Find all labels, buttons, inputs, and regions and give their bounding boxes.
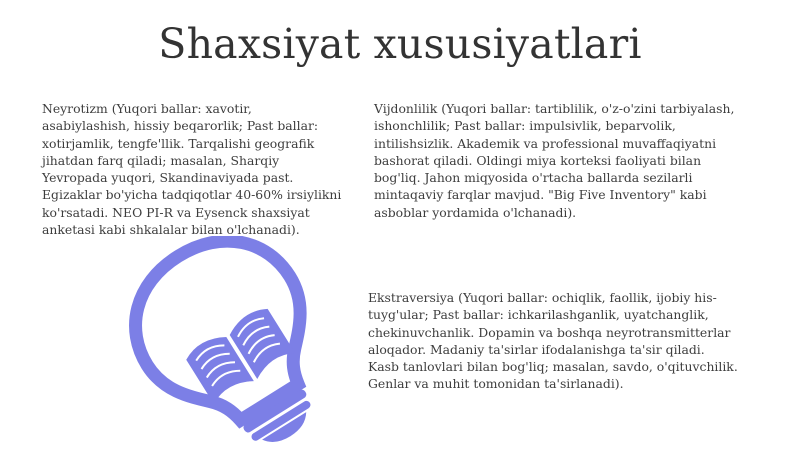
lightbulb-with-book-icon — [128, 236, 328, 446]
extraversion-text: Ekstraversiya (Yuqori ballar: ochiqlik, faollik, ijobiy his-tuyg'ular; Past ballar: ichkarilashganlik, uyatchanglik, chekinuvchanlik. Dopamin va boshqa neyrotransmitterlar aloqador. Madaniy ta'sirlar ifodalanishga ta'sir qiladi. Kasb tanlovlari bilan bog'liq; masalan, savdo, o'qituvchilik. Genlar va muhit tomonidan ta'sirlanadi). — [368, 290, 738, 392]
neurotism-text: Neyrotizm (Yuqori ballar: xavotir, asabiylashish, hissiy beqarorlik; Past ballar: xotirjamlik, tengfe'llik. Tarqalishi geografik jihatdan farq qiladi; masalan, Sharqiy Yevropada yuqori, Skandinaviyada past. Egizaklar bo'yicha tadqiqotlar 40-60% irsiylikni ko'rsatadi. NEO PI-R va Eysenck shaxsiyat anketasi kabi shkalalar bilan o'lchanadi). — [42, 101, 342, 238]
slide-title: Shaxsiyat xususiyatlari — [158, 20, 642, 68]
conscientiousness-text: Vijdonlilik (Yuqori ballar: tartiblilik, o'z-o'zini tarbiyalash, ishonchlilik; Past ballar: impulsivlik, beparvolik, intilishsizlik. Akademik va professional muvaffaqiyatni bashorat qiladi. Oldingi miya korteksi faoliyati bilan bog'liq. Jahon miqyosida o'rtacha ballarda sezilarli mintaqaviy farqlar mavjud. "Big Five Inventory" kabi asboblar yordamida o'lchanadi). — [374, 101, 735, 220]
